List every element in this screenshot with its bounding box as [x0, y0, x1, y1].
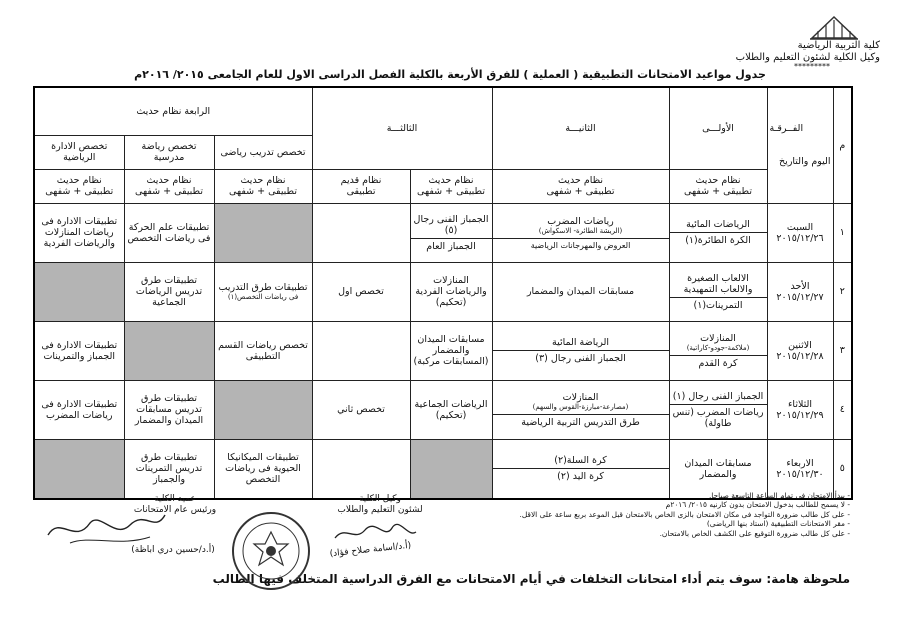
sys-second: [492, 169, 669, 203]
cell-fourth-training: تطبيقات الميكانيكا الحيوية فى رياضات التخصص: [214, 439, 312, 498]
important-note: ملحوظة هامة: سوف يتم أداء امتحانات التخلفات في أيام الامتحانات مع الفرق الدراسية المتخلف فيها الطالب: [212, 572, 850, 586]
vice-dean-title: وكيل الكلية: [359, 494, 401, 504]
row-num: ١: [833, 203, 852, 262]
cell-text: الالعاب الصغيرة والالعاب التمهيدية: [683, 272, 753, 295]
handwritten-signature: [40, 505, 170, 550]
header-spec-school: تخصص رياضة مدرسية: [124, 135, 214, 169]
cell-text: رياضات المضرب: [547, 215, 614, 227]
official-seal-icon: [230, 510, 312, 592]
exam-type: تطبيقى + شفهى: [546, 186, 615, 197]
cell-fourth-admin: تطبيقات الادارة فى رياضات المنازلات والرياضات الفردية: [34, 203, 124, 262]
sys-label: نظام حديث: [56, 175, 102, 186]
cell-fourth-school-empty: [124, 321, 214, 380]
notes-list: [519, 491, 850, 538]
cell-text: كرة السلة(٢): [554, 455, 607, 467]
row-day-date: [767, 439, 833, 498]
row-day: الأحد: [790, 280, 810, 292]
cell-first: [669, 380, 767, 439]
row-date: ٢٠١٥/١٢/٢٦: [776, 232, 824, 244]
cell-first: [669, 262, 767, 321]
cell-text: الرياضات المائية: [686, 219, 750, 231]
cell-text: تخصص ثاني: [313, 380, 410, 439]
cell-fourth-admin: تطبيقات الادارة فى الجمباز والتمرينات: [34, 321, 124, 380]
cell-fourth-training-empty: [214, 203, 312, 262]
vice-dean-name: (أ.د/اسامة صلاح فؤاد): [329, 540, 412, 560]
cell-text: الجمباز الفنى رجال (٥): [413, 213, 489, 236]
cell-third-old-column: [312, 203, 410, 499]
cell-text: الجمباز الفنى رجال (١): [672, 390, 764, 402]
row-day: الثلاثاء: [787, 398, 813, 410]
table-row: [34, 262, 852, 321]
row-date: ٢٠١٥/١٢/٣٠: [776, 468, 824, 480]
page-title: جدول مواعيد الامتحانات التطبيقية ( العملية ) للفرق الأربعة بالكلية الفصل الدراسى الاول للعام الجامعى ٢٠١٥/ ٢٠١٦م: [134, 68, 766, 81]
cell-text: الجمباز الفنى رجال (٣): [493, 350, 669, 364]
row-day-date: [767, 203, 833, 262]
row-day-date: [767, 262, 833, 321]
header-group-date: [767, 87, 833, 203]
cell-fourth-training: [214, 262, 312, 321]
header-fourth: الرابعة نظام حديث: [34, 87, 312, 135]
header-stars: *********: [794, 62, 830, 71]
cell-second: [492, 439, 669, 498]
cell-text: التمرينات(١): [670, 297, 767, 311]
vice-dean-title-2: لشئون التعليم والطلاب: [337, 505, 423, 515]
cell-text: المنازلات: [562, 391, 599, 403]
faculty-name: كلية التربية الرياضية: [797, 40, 880, 51]
header-third: الثالثـــة: [312, 87, 492, 169]
cell-subtext: (ملاكمة-جودو-كاراتية): [686, 343, 750, 352]
dean-name: (أ.د/حسين دري اباظة): [131, 545, 215, 555]
cell-subtext: (الريشة الطائرة- الاسكواش): [538, 226, 623, 235]
exam-type: تطبيقى + شفهى: [684, 186, 752, 197]
note-item: - على كل طالب ضرورة التواجد فى مكان الامتحان بالزى الخاص بالامتحان قبل الموعد بربع ساعة على الاقل.: [519, 509, 850, 519]
row-num: ٣: [833, 321, 852, 380]
cell-fourth-admin-empty: [34, 262, 124, 321]
cell-fourth-training: تخصص رياضات القسم التطبيقى: [214, 321, 312, 380]
sys-label: نظام قديم: [340, 175, 382, 186]
row-day: السبت: [786, 221, 814, 233]
cell-second: [492, 321, 669, 380]
sys-label: نظام حديث: [428, 175, 474, 186]
row-day: الاثنين: [788, 339, 812, 351]
faculty-logo: [808, 14, 860, 40]
vice-dean-office: وكيل الكلية لشئون التعليم والطلاب: [735, 52, 880, 63]
row-day-date: [767, 321, 833, 380]
sys-third-old: [312, 169, 410, 203]
note-item: - يبدأ الامتحان فى تمام الساعة التاسعة صباحا.: [708, 491, 850, 500]
exam-type: تطبيقى + شفهى: [135, 186, 203, 197]
cell-fourth-school: تطبيقات طرق تدريس التمرينات والجمباز: [124, 439, 214, 498]
header-date: اليوم والتاريخ: [779, 156, 831, 168]
cell-text: الجمباز العام: [411, 238, 492, 252]
note-item: - مقر الامتحانات التطبيقية (استاد بنها الرياضى): [706, 519, 850, 529]
cell-fourth-training-empty: [214, 380, 312, 439]
exam-type: تطبيقى + شفهى: [417, 186, 485, 197]
table-row: [34, 203, 852, 262]
cell-fourth-school: تطبيقات طرق تدريس الرياضات الجماعية: [124, 262, 214, 321]
row-day-date: [767, 380, 833, 439]
vice-dean-signature-block: [335, 494, 425, 516]
cell-third-new-empty: [410, 439, 492, 498]
row-date: ٢٠١٥/١٢/٢٩: [776, 409, 824, 421]
row-num: ٤: [833, 380, 852, 439]
cell-first: [669, 203, 767, 262]
dean-title-2: ورئيس عام الامتحانات: [133, 505, 217, 515]
cell-text: طرق التدريس التربية الرياضية: [493, 414, 669, 428]
cell-fourth-admin-empty: [34, 439, 124, 498]
cell-first: [669, 321, 767, 380]
cell-text: العروض والمهرجانات الرياضية: [493, 238, 669, 250]
cell-second: مسابقات الميدان والمضمار: [492, 262, 669, 321]
cell-text: تخصص اول: [313, 262, 410, 321]
cell-fourth-school: تطبيقات علم الحركة فى رياضات التخصص: [124, 203, 214, 262]
cell-subtext: فى رياضات التخصص(١): [227, 292, 299, 301]
cell-second: [492, 203, 669, 262]
table-row: [34, 380, 852, 439]
sys-first: [669, 169, 767, 203]
exam-type: تطبيقى + شفهى: [45, 186, 114, 197]
sys-label: نظام حديث: [557, 175, 604, 186]
cell-text: الرياضة المائية: [552, 337, 610, 349]
cell-text: تطبيقات طرق التدريب: [218, 281, 308, 293]
cell-third-new: [410, 203, 492, 262]
cell-subtext: (مصارعة-مبارزة-القوس والسهم): [532, 402, 629, 411]
cell-text: الكرة الطائرة(١): [670, 232, 767, 246]
header-first: الأولـــى: [669, 87, 767, 169]
cell-second: [492, 380, 669, 439]
row-num: ٥: [833, 439, 852, 498]
sys-fourth-school: [124, 169, 214, 203]
cell-text: كرة القدم: [670, 355, 767, 369]
cell-fourth-admin: تطبيقات الادارة فى رياضات المضرب: [34, 380, 124, 439]
cell-third-new: الرياضات الجماعية (تحكيم): [410, 380, 492, 439]
table-row: [34, 321, 852, 380]
header-group: الفــرقـة: [769, 123, 804, 135]
header-spec-admin: تخصص الادارة الرياضية: [34, 135, 124, 169]
table-row: [34, 439, 852, 498]
dean-title: عميد الكلية: [154, 494, 196, 504]
sys-fourth-admin: [34, 169, 124, 203]
note-item: - على كل طالب ضرورة التوقيع على الكشف الخاص بالامتحان.: [659, 528, 850, 538]
sys-label: نظام حديث: [240, 175, 286, 186]
row-date: ٢٠١٥/١٢/٢٨: [776, 350, 824, 362]
cell-third-new: مسابقات الميدان والمضمار (المسابقات مركبة): [410, 321, 492, 380]
cell-text: المنازلات: [700, 332, 736, 344]
sys-fourth-training: [214, 169, 312, 203]
cell-text: كرة اليد (٢): [493, 468, 669, 482]
sys-third-new: [410, 169, 492, 203]
exam-type: تطبيقى + شفهى: [229, 186, 297, 197]
header-second: الثانيـــة: [492, 87, 669, 169]
cell-first: مسابقات الميدان والمضمار: [669, 439, 767, 498]
exam-type: تطبيقى: [346, 186, 376, 197]
note-item: - لا يسمح للطالب بدخول الامتحان بدون كارنيه ٢٠١٥/ ٢٠١٦م: [665, 500, 850, 510]
cell-text: رياضات المضرب (تنس طاولة): [670, 404, 767, 429]
sys-label: نظام حديث: [695, 175, 741, 186]
row-day: الاربعاء: [786, 457, 814, 469]
exam-schedule-table: [33, 86, 853, 500]
row-date: ٢٠١٥/١٢/٢٧: [776, 291, 824, 303]
cell-fourth-school: تطبيقات طرق تدريس مسابقات الميدان والمضمار: [124, 380, 214, 439]
header-spec-training: تخصص تدريب رياضى: [214, 135, 312, 169]
sys-label: نظام حديث: [146, 175, 192, 186]
header-num: م: [833, 87, 852, 203]
row-num: ٢: [833, 262, 852, 321]
cell-third-new: المنازلات والرياضات الفردية (تحكيم): [410, 262, 492, 321]
